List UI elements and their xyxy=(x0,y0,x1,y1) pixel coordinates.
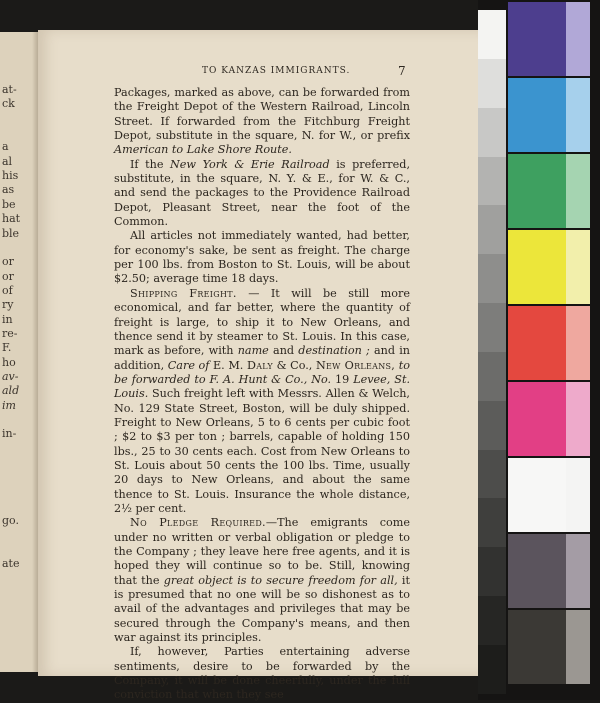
color-patch-light xyxy=(566,458,590,532)
gray-step xyxy=(478,254,506,303)
color-patch xyxy=(508,230,566,304)
page-header xyxy=(38,66,482,80)
color-patch xyxy=(508,458,566,532)
paragraph xyxy=(114,287,410,517)
facing-page-fragment: or xyxy=(2,255,14,269)
gray-step xyxy=(478,547,506,596)
text-run: Such freight left with Messrs. Allen & Welch, No. 129 State Street, Boston, will be duly shipped. Freight to New Orleans, 5 to 6 cents per cubic foot ; $2 to $3 per ton ; barrels, capable of holding 150 lbs., 25 to 30 cents each. Cost from New Orleans to St. Louis about 50 cents the 100 lbs. Time, usually 20 days to New Orleans, and about the same thence to St. Louis. Insurance the whole distance, 2½ per cent. xyxy=(114,387,410,515)
facing-page-fragment: F. xyxy=(2,341,12,355)
gray-step xyxy=(478,645,506,694)
facing-page-fragment: hat xyxy=(2,212,21,226)
facing-page-fragment: re- xyxy=(2,326,18,340)
text-run: is preferred, substitute, in the square, N. Y. & E., for W. & C., and send the packages to the Providence Railroad Depot, Pleasant Street, near the foot of the Common. xyxy=(114,157,410,229)
paragraph xyxy=(114,86,410,158)
gray-step xyxy=(478,303,506,352)
facing-page-fragment: as xyxy=(2,183,15,197)
facing-page-fragment: be xyxy=(2,197,16,211)
text-run: Packages, marked as above, can be forwarded from the Freight Depot of the Western Railroad, Lincoln Street. If forwarded from the Fitchburg Freight Depot, substitute in the square, N. for W., or prefix xyxy=(114,86,410,143)
gray-step xyxy=(478,352,506,401)
facing-page-fragment: ho xyxy=(2,355,16,369)
text-run: If, however, Parties entertaining adverse sentiments, desire to be forwarded by the Company, it will be done cheerfully, under the full conviction that when they see xyxy=(114,645,410,702)
text-run: and in addition, xyxy=(114,344,410,372)
gray-step xyxy=(478,498,506,547)
text-run: & Co., xyxy=(272,358,316,372)
text-run: 19 xyxy=(331,372,354,386)
italic-text: Care of xyxy=(167,358,210,372)
gray-step xyxy=(478,59,506,108)
facing-page-fragment: ry xyxy=(2,298,14,312)
color-patch xyxy=(508,534,566,608)
facing-page-fragment: a xyxy=(2,140,9,154)
color-patch xyxy=(508,306,566,380)
gray-step xyxy=(478,108,506,157)
book-page xyxy=(38,30,482,702)
small-caps-heading: New Orleans, xyxy=(315,358,396,372)
facing-page-edge xyxy=(0,32,38,672)
page-body-text xyxy=(114,86,410,703)
text-run: All articles not immediately wanted, had better, for economy's sake, be sent as freight. The charge per 100 lbs. from Boston to St. Louis, will be about $2.50; average time 18 days. xyxy=(114,229,410,286)
color-calibration-chart xyxy=(478,0,600,700)
gray-step xyxy=(478,10,506,59)
facing-page-fragment: ald xyxy=(2,384,20,398)
facing-page-fragment: in- xyxy=(2,427,17,441)
paragraph xyxy=(114,645,410,702)
color-patch xyxy=(508,2,566,76)
color-patch-light xyxy=(566,78,590,152)
page-number: 7 xyxy=(398,64,406,78)
text-run: If the xyxy=(130,157,171,171)
facing-page-fragment: go. xyxy=(2,513,19,527)
italic-text: name xyxy=(237,344,269,358)
facing-page-fragment: ate xyxy=(2,556,20,570)
italic-text: American to Lake Shore Route. xyxy=(114,143,292,157)
color-patch xyxy=(508,382,566,456)
color-patch-light xyxy=(566,306,590,380)
text-run: E. M. xyxy=(209,358,247,372)
running-head: TO KANZAS IMMIGRANTS. xyxy=(202,66,351,76)
text-run: it is presumed that no one will be so dishonest as to avail of the advantages and privileges that may be secured through the Company's means, and then war against its principles. xyxy=(114,573,410,645)
facing-page-fragment: in xyxy=(2,312,13,326)
italic-text: to be forwarded to F. A. Hunt & Co., No. xyxy=(114,358,411,386)
facing-page-fragment: or xyxy=(2,269,14,283)
paragraph xyxy=(114,229,410,286)
small-caps-heading: No Pledge Required. xyxy=(130,516,266,530)
italic-text: destination ; xyxy=(298,344,370,358)
text-run: — It will be still more economical, and far better, where the quantity of freight is large, to ship it to New Orleans, and thence send it by steamer to St. Louis. In this case, mark as before, with xyxy=(114,286,410,358)
text-run: —The emigrants come under no written or verbal obligation or pledge to the Company ; they leave here free agents, and it is hoped they will continue so to be. Still, knowing that the xyxy=(114,516,411,587)
facing-page-fragment: ble xyxy=(2,226,20,240)
text-run: and xyxy=(268,344,299,358)
gray-step xyxy=(478,157,506,206)
facing-page-fragment: of xyxy=(2,283,13,297)
gray-step xyxy=(478,401,506,450)
color-patch-light xyxy=(566,154,590,228)
facing-page-fragment: ck xyxy=(2,97,15,111)
gray-step xyxy=(478,596,506,645)
color-patch-light xyxy=(566,382,590,456)
small-caps-heading: Daly xyxy=(246,358,273,372)
color-patch-light xyxy=(566,534,590,608)
italic-text: great object is to secure freedom for all, xyxy=(163,573,398,587)
facing-page-fragment: his xyxy=(2,169,19,183)
facing-page-fragment: im xyxy=(2,398,16,412)
color-patch-light xyxy=(566,610,590,684)
gray-step xyxy=(478,450,506,499)
paragraph xyxy=(114,158,410,230)
facing-page-fragment: av- xyxy=(2,370,19,383)
paragraph xyxy=(114,516,410,645)
color-patch xyxy=(508,154,566,228)
facing-page-fragment: al xyxy=(2,154,13,168)
grayscale-strip xyxy=(478,10,506,694)
color-patch-light xyxy=(566,230,590,304)
color-patch-light xyxy=(566,2,590,76)
italic-text: Levee, St. Louis. xyxy=(114,372,410,401)
color-patch xyxy=(508,610,566,684)
facing-page-fragment: at- xyxy=(2,83,17,96)
small-caps-heading: Shipping Freight. xyxy=(130,286,237,300)
gray-step xyxy=(478,205,506,254)
color-patch xyxy=(508,78,566,152)
italic-text: New York & Erie Railroad xyxy=(170,157,330,171)
